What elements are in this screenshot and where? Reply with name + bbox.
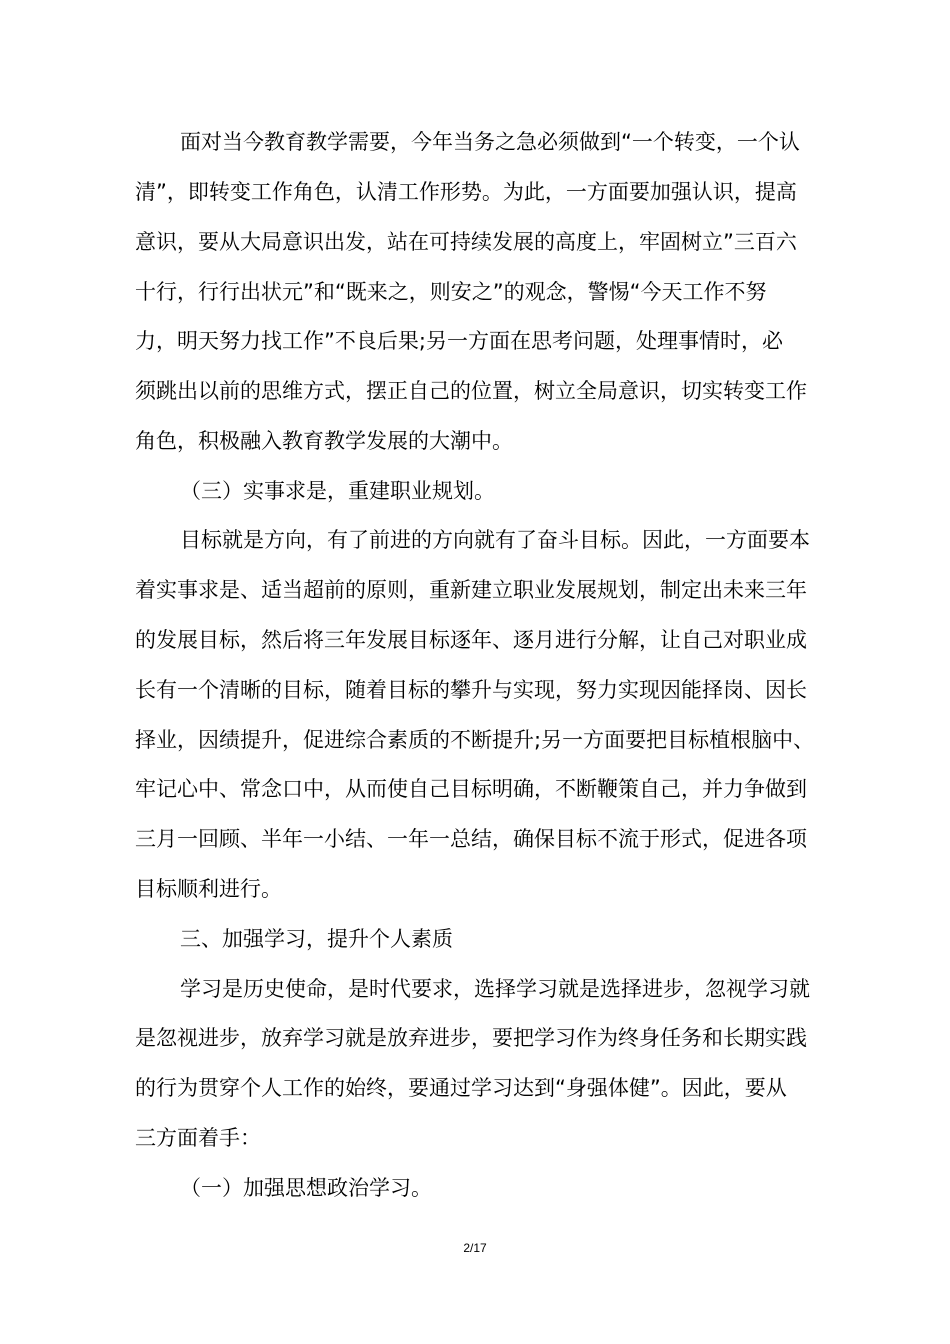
text-line: 是忽视进步，放弃学习就是放弃进步，要把学习作为终身任务和长期实践 <box>135 1026 807 1050</box>
text-line: 着实事求是、适当超前的原则，重新建立职业发展规划，制定出未来三年 <box>135 578 807 602</box>
text-line: 须跳出以前的思维方式，摆正自己的位置，树立全局意识，切实转变工作 <box>135 379 807 403</box>
text-line: 清”，即转变工作角色，认清工作形势。为此，一方面要加强认识，提高 <box>135 180 797 204</box>
text-line: 三方面着手： <box>135 1126 261 1150</box>
section-heading: （三）实事求是，重建职业规划。 <box>180 479 495 503</box>
text-line: 牢记心中、常念口中，从而使自己目标明确，不断鞭策自己，并力争做到 <box>135 777 807 801</box>
section-heading: （一）加强思想政治学习。 <box>180 1176 432 1200</box>
text-line: 十行，行行出状元”和“既来之，则安之”的观念，警惕“今天工作不努 <box>135 280 767 304</box>
text-line: 力，明天努力找工作”不良后果;另一方面在思考问题，处理事情时，必 <box>135 329 783 353</box>
text-line: 目标顺利进行。 <box>135 877 282 901</box>
text-line: 的行为贯穿个人工作的始终，要通过学习达到“身强体健”。因此，要从 <box>135 1076 787 1100</box>
text-line: 学习是历史使命，是时代要求，选择学习就是选择进步，忽视学习就 <box>180 977 810 1001</box>
text-line: 择业，因绩提升，促进综合素质的不断提升;另一方面要把目标植根脑中、 <box>135 728 815 752</box>
text-line: 的发展目标，然后将三年发展目标逐年、逐月进行分解，让自己对职业成 <box>135 628 807 652</box>
section-heading: 三、加强学习，提升个人素质 <box>180 927 453 951</box>
text-line: 意识，要从大局意识出发，站在可持续发展的高度上，牢固树立”三百六 <box>135 230 797 254</box>
text-line: 长有一个清晰的目标，随着目标的攀升与实现，努力实现因能择岗、因长 <box>135 678 807 702</box>
text-line: 面对当今教育教学需要，今年当务之急必须做到“一个转变，一个认 <box>180 130 800 154</box>
text-line: 角色，积极融入教育教学发展的大潮中。 <box>135 429 513 453</box>
text-line: 目标就是方向，有了前进的方向就有了奋斗目标。因此，一方面要本 <box>180 528 810 552</box>
page-number: 2/17 <box>463 1241 487 1255</box>
text-line: 三月一回顾、半年一小结、一年一总结，确保目标不流于形式，促进各项 <box>135 827 807 851</box>
